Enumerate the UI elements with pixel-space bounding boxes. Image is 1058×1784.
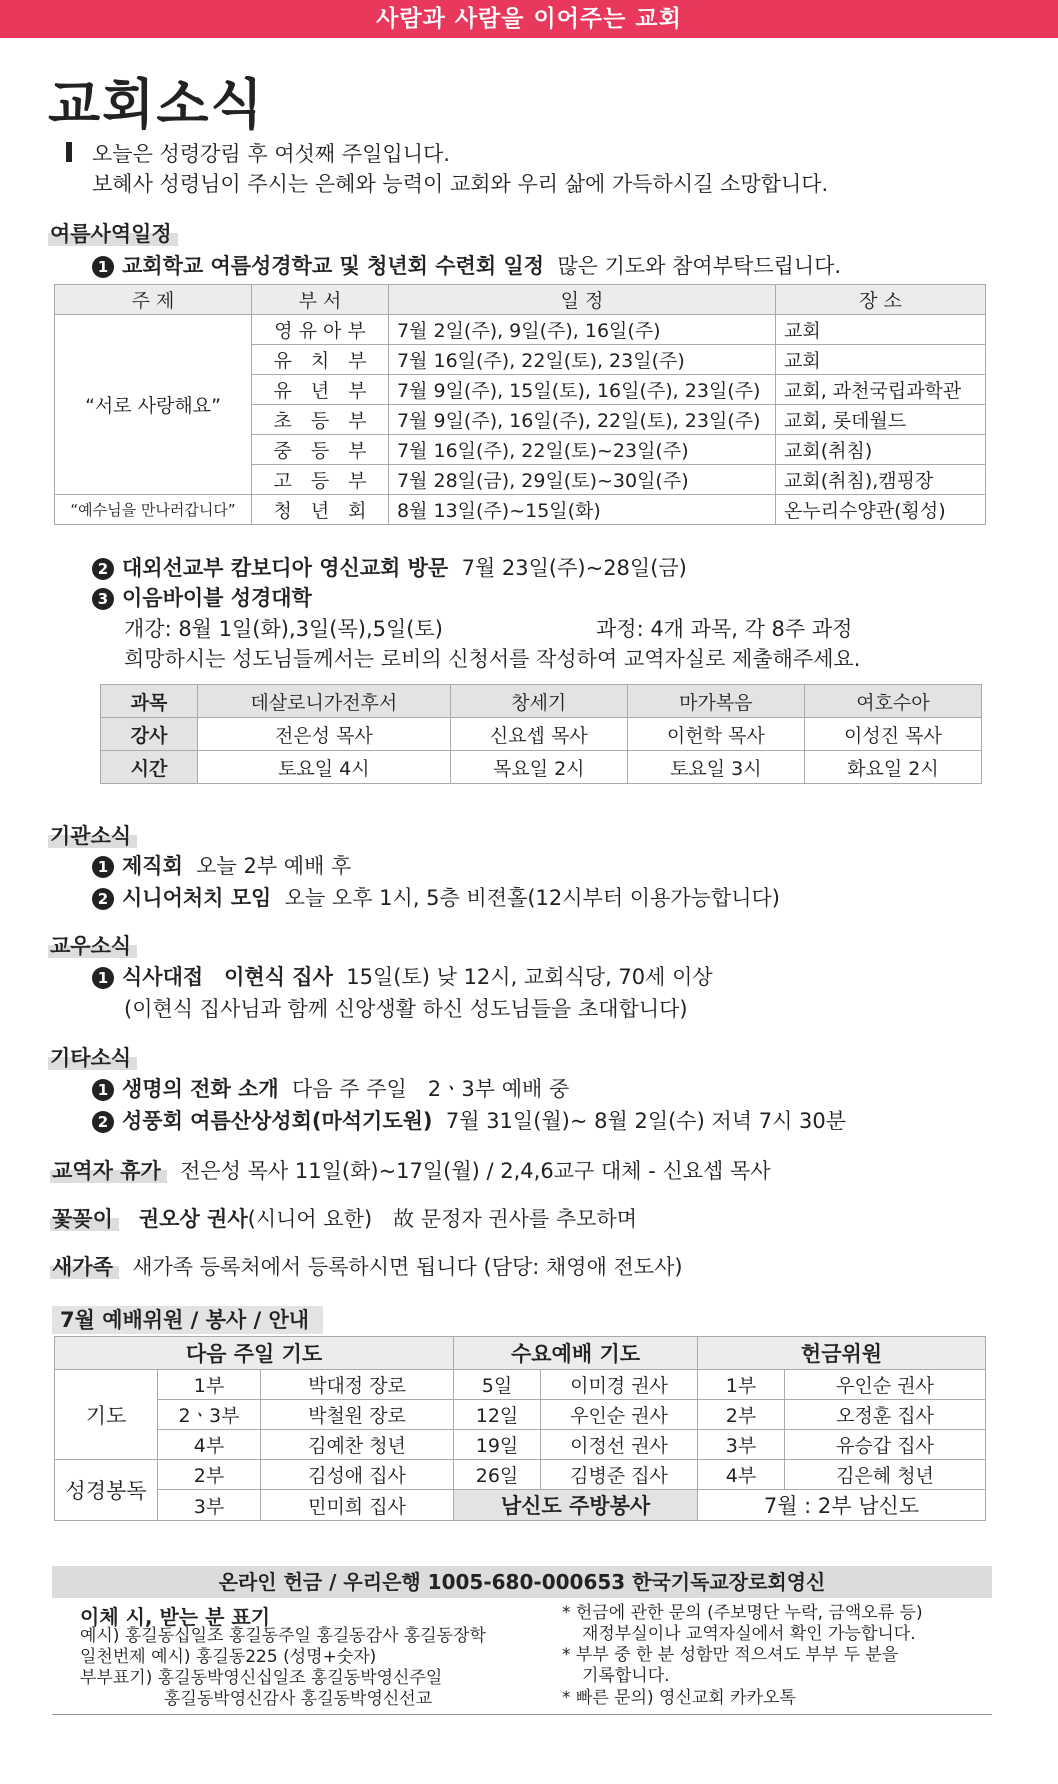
number-badge: 1 — [92, 967, 114, 989]
th-dept: 부 서 — [252, 285, 389, 315]
dept-cell: 영 유 아 부 — [252, 315, 389, 345]
th-date: 일 정 — [389, 285, 776, 315]
part-cell: 2ㆍ3부 — [158, 1400, 261, 1430]
place-cell: 교회 — [776, 345, 986, 375]
page-title: 교회소식 — [48, 72, 265, 136]
th-theme: 주 제 — [55, 285, 252, 315]
bible-course-table — [100, 684, 982, 784]
org-item1-title: 제직회 — [122, 854, 183, 878]
teacher-cell: 신요셉 목사 — [450, 718, 627, 751]
etc-item2 — [92, 1105, 846, 1135]
time-cell: 토요일 4시 — [198, 751, 451, 784]
offering-left-line: 일천번제 예시) 홍길동225 (성명+숫자) — [80, 1647, 377, 1667]
offering-left-line: 예시) 홍길동십일조 홍길동주일 홍길동감사 홍길동장학 — [80, 1626, 486, 1646]
teacher-cell: 전은성 목사 — [198, 718, 451, 751]
date-cell: 7월 9일(주), 15일(토), 16일(주), 23일(주) — [389, 375, 776, 405]
summer-item2 — [92, 552, 687, 582]
top-banner: 사람과 사람을 이어주는 교회 — [0, 0, 1058, 38]
name-cell: 김예찬 청년 — [261, 1430, 454, 1460]
offering-left-line: 부부표기) 홍길동박영신십일조 홍길동박영신주일 — [80, 1668, 443, 1688]
bible-course-info: 과정: 4개 과목, 각 8주 과정 — [596, 617, 853, 641]
part-cell: 4부 — [158, 1430, 261, 1460]
number-badge: 2 — [92, 888, 114, 910]
offering-left-line: 홍길동박영신감사 홍길동박영신선교 — [164, 1689, 433, 1709]
offering-left-title: 이체 시, 받는 분 표기 — [80, 1605, 271, 1629]
place-cell: 교회, 과천국립과학관 — [776, 375, 986, 405]
place-cell: 온누리수양관(횡성) — [776, 495, 986, 525]
org-item2 — [92, 882, 780, 912]
time-cell: 목요일 2시 — [450, 751, 627, 784]
th-place: 장 소 — [776, 285, 986, 315]
th-offering-committee: 헌금위원 — [698, 1337, 986, 1370]
section-etc-heading: 기타소식 — [48, 1046, 137, 1070]
th-next-sunday-prayer: 다음 주일 기도 — [55, 1337, 454, 1370]
theme-cell-1: “서로 사랑해요” — [55, 315, 252, 495]
intro-line2: 보혜사 성령님이 주시는 은혜와 능력이 교회와 우리 삶에 가득하시길 소망합니다. — [92, 172, 829, 196]
date-cell: 7월 2일(주), 9일(주), 16일(주) — [389, 315, 776, 345]
opart-cell: 4부 — [698, 1460, 785, 1490]
summer-item2-title: 대외선교부 캄보디아 영신교회 방문 — [122, 556, 449, 580]
members-item1 — [92, 961, 713, 991]
day-cell: 26일 — [454, 1460, 541, 1490]
members-item1-sub: (이현식 집사님과 함께 신앙생활 하신 성도님들을 초대합니다) — [124, 997, 688, 1021]
bible-apply-note: 희망하시는 성도님들께서는 로비의 신청서를 작성하여 교역자실로 제출해주세요. — [124, 647, 861, 671]
kitchen-service: 남신도 주방봉사 — [454, 1490, 698, 1521]
bullet-bar — [66, 142, 72, 162]
org-item2-title: 시니어처치 모임 — [122, 886, 272, 910]
course-cell: 마가복음 — [627, 685, 804, 718]
dept-cell: 중 등 부 — [252, 435, 389, 465]
teacher-cell: 이성진 목사 — [804, 718, 981, 751]
date-cell: 7월 28일(금), 29일(토)~30일(주) — [389, 465, 776, 495]
opart-cell: 2부 — [698, 1400, 785, 1430]
theme-cell-2: “예수님을 만나러갑니다” — [55, 495, 252, 525]
course-cell: 데살로니가전후서 — [198, 685, 451, 718]
org-item1-note: 오늘 2부 예배 후 — [196, 854, 352, 878]
dept-cell: 유 치 부 — [252, 345, 389, 375]
duty-table — [54, 1336, 986, 1521]
flowers-label: 꽃꽂이 — [50, 1207, 119, 1231]
time-cell: 토요일 3시 — [627, 751, 804, 784]
part-cell: 2부 — [158, 1460, 261, 1490]
course-cell: 여호수아 — [804, 685, 981, 718]
etc-item2-note: 7월 31일(월)~ 8월 2일(수) 저녁 7시 30분 — [445, 1109, 847, 1133]
section-members-heading: 교우소식 — [48, 934, 137, 958]
place-cell: 교회(취침) — [776, 435, 986, 465]
members-item1-note: 15일(토) 낮 12시, 교회식당, 70세 이상 — [346, 965, 713, 989]
name-cell: 민미희 집사 — [261, 1490, 454, 1521]
section-summer — [48, 218, 178, 248]
etc-item1 — [92, 1073, 569, 1103]
number-badge: 3 — [92, 588, 114, 610]
prayer-label: 기도 — [55, 1370, 158, 1460]
section-org-heading: 기관소식 — [48, 824, 137, 848]
part-cell: 3부 — [158, 1490, 261, 1521]
day-cell: 5일 — [454, 1370, 541, 1400]
vacation-line — [50, 1155, 771, 1185]
number-badge: 1 — [92, 256, 114, 278]
duty-heading: 7월 예배위원 / 봉사 / 안내 — [52, 1306, 323, 1334]
date-cell: 8월 13일(주)~15일(화) — [389, 495, 776, 525]
place-cell: 교회 — [776, 315, 986, 345]
dept-cell: 청 년 회 — [252, 495, 389, 525]
part-cell: 1부 — [158, 1370, 261, 1400]
day-cell: 19일 — [454, 1430, 541, 1460]
newfamily-text: 새가족 등록처에서 등록하시면 됩니다 (담당: 채영애 전도사) — [132, 1255, 683, 1279]
number-badge: 1 — [92, 1079, 114, 1101]
wname-cell: 이미경 권사 — [541, 1370, 698, 1400]
intro-line1: 오늘은 성령강림 후 여섯째 주일입니다. — [92, 142, 450, 166]
offering-right-line: * 헌금에 관한 문의 (주보명단 누락, 금액오류 등) — [562, 1603, 923, 1623]
day-cell: 12일 — [454, 1400, 541, 1430]
opart-cell: 3부 — [698, 1430, 785, 1460]
number-badge: 2 — [92, 558, 114, 580]
oname-cell: 김은혜 청년 — [785, 1460, 986, 1490]
reading-label: 성경봉독 — [55, 1460, 158, 1521]
dept-cell: 유 년 부 — [252, 375, 389, 405]
teacher-cell: 이헌학 목사 — [627, 718, 804, 751]
offering-right-line: 기록합니다. — [582, 1666, 670, 1686]
section-summer-heading: 여름사역일정 — [48, 222, 178, 246]
org-item1 — [92, 850, 351, 880]
newfamily-line — [50, 1251, 683, 1281]
th-wednesday-prayer: 수요예배 기도 — [454, 1337, 698, 1370]
oname-cell: 우인순 권사 — [785, 1370, 986, 1400]
opart-cell: 1부 — [698, 1370, 785, 1400]
summer-item3-title: 이음바이블 성경대학 — [122, 586, 312, 610]
kitchen-note: 7월 : 2부 남신도 — [698, 1490, 986, 1521]
row-label-course: 과목 — [101, 685, 198, 718]
wname-cell: 이정선 권사 — [541, 1430, 698, 1460]
summer-schedule-table — [54, 284, 986, 525]
place-cell: 교회, 롯데월드 — [776, 405, 986, 435]
date-cell: 7월 9일(주), 16일(주), 22일(토), 23일(주) — [389, 405, 776, 435]
summer-item1 — [92, 250, 841, 280]
time-cell: 화요일 2시 — [804, 751, 981, 784]
etc-item2-title: 성풍회 여름산상성회(마석기도원) — [122, 1109, 433, 1133]
flowers-text: (시니어 요한) 故 문정자 권사를 추모하며 — [247, 1207, 638, 1231]
oname-cell: 유승갑 집사 — [785, 1430, 986, 1460]
dept-cell: 고 등 부 — [252, 465, 389, 495]
number-badge: 1 — [92, 856, 114, 878]
section-org — [48, 820, 137, 850]
members-item1-title: 식사대접 이현식 집사 — [122, 965, 333, 989]
vacation-text: 전은성 목사 11일(화)~17일(월) / 2,4,6교구 대체 - 신요셉 목사 — [180, 1159, 771, 1183]
wname-cell: 김병준 집사 — [541, 1460, 698, 1490]
summer-item3 — [92, 582, 312, 612]
offering-right-line: * 빠른 문의) 영신교회 카카오톡 — [562, 1688, 796, 1708]
newfamily-label: 새가족 — [50, 1255, 119, 1279]
org-item2-note: 오늘 오후 1시, 5층 비젼홀(12시부터 이용가능합니다) — [284, 886, 780, 910]
date-cell: 7월 16일(주), 22일(토), 23일(주) — [389, 345, 776, 375]
number-badge: 2 — [92, 1111, 114, 1133]
bottom-divider — [52, 1714, 992, 1715]
row-label-teacher: 강사 — [101, 718, 198, 751]
date-cell: 7월 16일(주), 22일(토)~23일(주) — [389, 435, 776, 465]
flowers-line — [50, 1203, 637, 1233]
name-cell: 박철원 장로 — [261, 1400, 454, 1430]
offering-right-line: * 부부 중 한 분 성함만 적으셔도 부부 두 분을 — [562, 1645, 899, 1665]
offering-header: 온라인 헌금 / 우리은행 1005-680-000653 한국기독교장로회영신 — [52, 1566, 992, 1598]
wname-cell: 우인순 권사 — [541, 1400, 698, 1430]
offering-right-line: 재정부실이나 교역자실에서 확인 가능합니다. — [582, 1624, 916, 1644]
vacation-label: 교역자 휴가 — [50, 1159, 167, 1183]
oname-cell: 오정훈 집사 — [785, 1400, 986, 1430]
flowers-name: 권오상 권사 — [138, 1207, 248, 1231]
name-cell: 김성애 집사 — [261, 1460, 454, 1490]
section-members — [48, 930, 137, 960]
etc-item1-note: 다음 주 주일 2ㆍ3부 예배 중 — [291, 1077, 570, 1101]
course-cell: 창세기 — [450, 685, 627, 718]
name-cell: 박대정 장로 — [261, 1370, 454, 1400]
etc-item1-title: 생명의 전화 소개 — [122, 1077, 279, 1101]
place-cell: 교회(취침),캠핑장 — [776, 465, 986, 495]
dept-cell: 초 등 부 — [252, 405, 389, 435]
summer-item2-note: 7월 23일(주)~28일(금) — [461, 556, 687, 580]
summer-item1-note: 많은 기도와 참여부탁드립니다. — [557, 254, 842, 278]
summer-item1-title: 교회학교 여름성경학교 및 청년회 수련회 일정 — [122, 254, 544, 278]
section-etc — [48, 1042, 137, 1072]
row-label-time: 시간 — [101, 751, 198, 784]
bible-open-date: 개강: 8월 1일(화),3일(목),5일(토) — [124, 617, 443, 641]
